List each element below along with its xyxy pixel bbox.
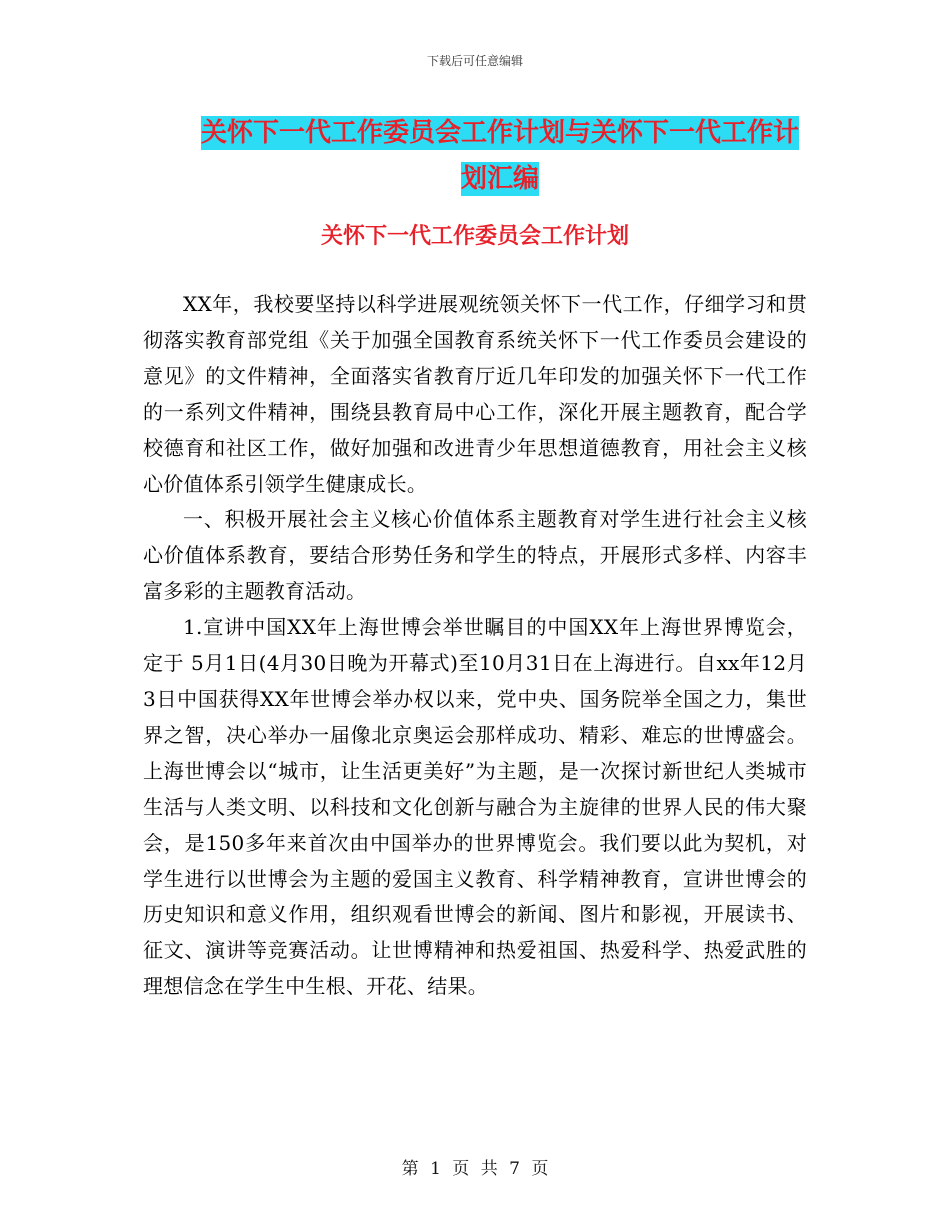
page-number-footer: 第 1 页 共 7 页 — [401, 1159, 549, 1179]
section-title: 关怀下一代工作委员会工作计划 — [320, 223, 629, 249]
body-paragraph-section-one: 一、积极开展社会主义核心价值体系主题教育对学生进行社会主义核心价值体系教育，要结合形势任务和学生的特点，开展形式多样、内容丰富多彩的主题教育活动。 — [143, 507, 807, 604]
page-header-note: 下载后可任意编辑 — [426, 54, 523, 68]
document-title-text: 关怀下一代工作委员会工作计划与关怀下一代工作计划汇编 — [200, 118, 799, 194]
body-paragraph-item-one: 1.宣讲中国XX年上海世博会举世瞩目的中国XX年上海世界博览会，定于 5月1日(4月30日晚为开幕式)至10月31日在上海进行。自xx年12月3日中国获得XX年世博会举办权以来，党中央、国务院举全国之力，集世界之智，决心举办一届像北京奥运会那样成功、精彩、难忘的世博盛会。上海世博会以“城市，让生活更美好”为主题，是一次探讨新世纪人类城市生活与人类文明、以科技和文化创新与融合为主旋律的世界人民的伟大聚会，是150多年来首次由中国举办的世界博览会。我们要以此为契机，对学生进行以世博会为主题的爱国主义教育、科学精神教育，宣讲世博会的历史知识和意义作用，组织观看世博会的新闻、图片和影视，开展读书、征文、演讲等竞赛活动。让世博精神和热爱祖国、热爱科学、热爱武胜的理想信念在学生中生根、开花、结果。 — [143, 615, 807, 999]
document-body — [143, 287, 807, 1005]
document-title — [190, 110, 810, 202]
body-paragraph-intro: XX年，我校要坚持以科学进展观统领关怀下一代工作，仔细学习和贯彻落实教育部党组《关于加强全国教育系统关怀下一代工作委员会建设的意见》的文件精神，全面落实省教育厅近几年印发的加强关怀下一代工作的一系列文件精神，围绕县教育局中心工作，深化开展主题教育，配合学校德育和社区工作，做好加强和改进青少年思想道德教育，用社会主义核心价值体系引领学生健康成长。 — [143, 292, 807, 496]
